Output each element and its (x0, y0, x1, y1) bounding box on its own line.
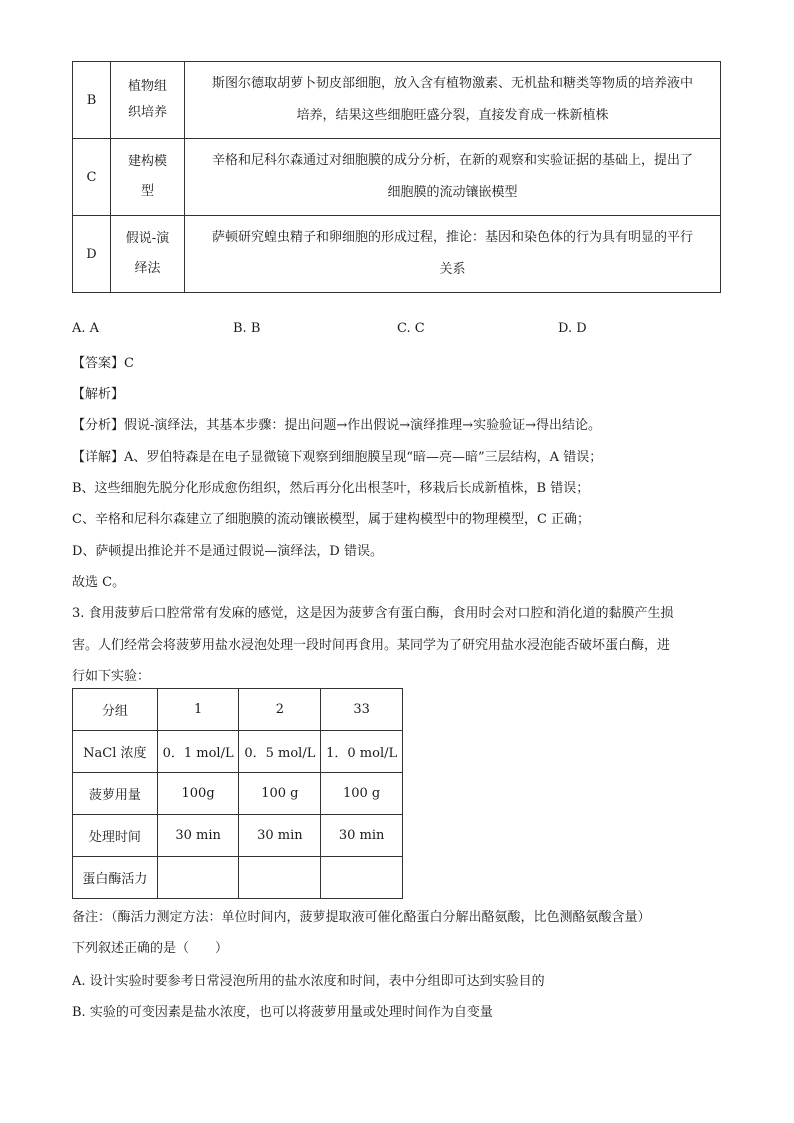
choice-b: B. 实验的可变因素是盐水浓度，也可以将菠萝用量或处理时间作为自变量 (72, 1005, 493, 1020)
method-line: 假说-演 (125, 231, 170, 246)
method-line: 植物组 (127, 79, 167, 94)
table-row (73, 815, 403, 857)
table-cell: 分组 (73, 689, 158, 731)
experiment-table (72, 688, 403, 899)
content-line: 斯图尔德取胡萝卜韧皮部细胞，放入含有植物激素、无机盐和糖类等物质的培养液中 (211, 76, 693, 91)
content-cell (185, 139, 721, 216)
table-cell: 100 g (239, 773, 321, 815)
analysis-line: B、这些细胞先脱分化形成愈伤组织，然后再分化出根茎叶，移栽后长成新植株，B 错误； (72, 481, 590, 496)
content-cell (185, 216, 721, 293)
analysis-line: C、辛格和尼科尔森建立了细胞膜的流动镶嵌模型，属于建构模型中的物理模型，C 正确； (72, 512, 591, 527)
option-d: D. D (558, 321, 587, 336)
question-3-text: 害。人们经常会将菠萝用盐水浸泡处理一段时间再食用。某同学为了研究用盐水浸泡能否破坏蛋白酶，进 (72, 638, 671, 653)
method-cell (111, 139, 185, 216)
table-cell: 30 min (157, 815, 239, 857)
table-cell (239, 857, 321, 899)
option-b: B. B (233, 321, 261, 336)
method-line: 建构模 (127, 154, 167, 169)
table-cell: 1．0 mol/L (321, 731, 403, 773)
analysis-line: 【详解】A、罗伯特森是在电子显微镜下观察到细胞膜呈现“暗—亮—暗”三层结构，A 错误； (72, 450, 603, 465)
table-cell: 30 min (239, 815, 321, 857)
table-row (73, 216, 721, 293)
table-row (73, 689, 403, 731)
method-line: 绎法 (134, 261, 161, 276)
table-cell: 0．5 mol/L (239, 731, 321, 773)
table-cell: 处理时间 (73, 815, 158, 857)
choice-a: A. 设计实验时要参考日常浸泡所用的盐水浓度和时间，表中分组即可达到实验目的 (72, 974, 545, 989)
table-cell: 100g (157, 773, 239, 815)
note-line: 备注：（酶活力测定方法：单位时间内，菠萝提取液可催化酪蛋白分解出酪氨酸，比色测酪氨酸含量） (72, 910, 651, 925)
table-cell: 0．1 mol/L (157, 731, 239, 773)
table-cell: 30 min (321, 815, 403, 857)
analysis-line: 故选 C。 (72, 575, 126, 590)
table-cell: 蛋白酶活力 (73, 857, 158, 899)
analysis-line: D、萨顿提出推论并不是通过假说—演绎法，D 错误。 (72, 544, 383, 559)
table-row (73, 139, 721, 216)
table-cell (157, 857, 239, 899)
table-row (73, 62, 721, 139)
question-3-text: 3. 食用菠萝后口腔常常有发麻的感觉，这是因为菠萝含有蛋白酶，食用时会对口腔和消化道的黏膜产生损 (72, 606, 674, 621)
methods-table (72, 61, 721, 293)
option-c: C. C (397, 321, 425, 336)
method-line: 型 (140, 184, 154, 199)
method-line: 织培养 (127, 105, 167, 120)
content-line: 辛格和尼科尔森通过对细胞膜的成分分析，在新的观察和实验证据的基础上，提出了 (211, 153, 693, 168)
row-letter: D (73, 216, 111, 293)
option-a: A. A (72, 321, 100, 336)
content-line: 细胞膜的流动镶嵌模型 (387, 185, 518, 200)
table-cell: 2 (239, 689, 321, 731)
analysis-title: 【解析】 (72, 387, 125, 402)
table-row (73, 731, 403, 773)
question-3-text: 行如下实验： (72, 669, 151, 684)
content-cell (185, 62, 721, 139)
answer-line: 【答案】C (72, 356, 134, 371)
table-row (73, 773, 403, 815)
row-letter: B (73, 62, 111, 139)
table-cell: 菠萝用量 (73, 773, 158, 815)
table-cell: 100 g (321, 773, 403, 815)
method-cell (111, 62, 185, 139)
analysis-line: 【分析】假说-演绎法，其基本步骤：提出问题→作出假说→演绎推理→实验验证→得出结论。 (72, 418, 601, 433)
content-line: 萨顿研究蝗虫精子和卵细胞的形成过程，推论：基因和染色体的行为具有明显的平行 (211, 230, 693, 245)
method-cell (111, 216, 185, 293)
content-line: 关系 (439, 262, 466, 277)
row-letter: C (73, 139, 111, 216)
table-cell (321, 857, 403, 899)
question-stem: 下列叙述正确的是（ ） (72, 941, 229, 956)
content-line: 培养，结果这些细胞旺盛分裂，直接发育成一株新植株 (296, 108, 609, 123)
table-cell: 33 (321, 689, 403, 731)
table-cell: NaCl 浓度 (73, 731, 158, 773)
table-row (73, 857, 403, 899)
table-cell: 1 (157, 689, 239, 731)
